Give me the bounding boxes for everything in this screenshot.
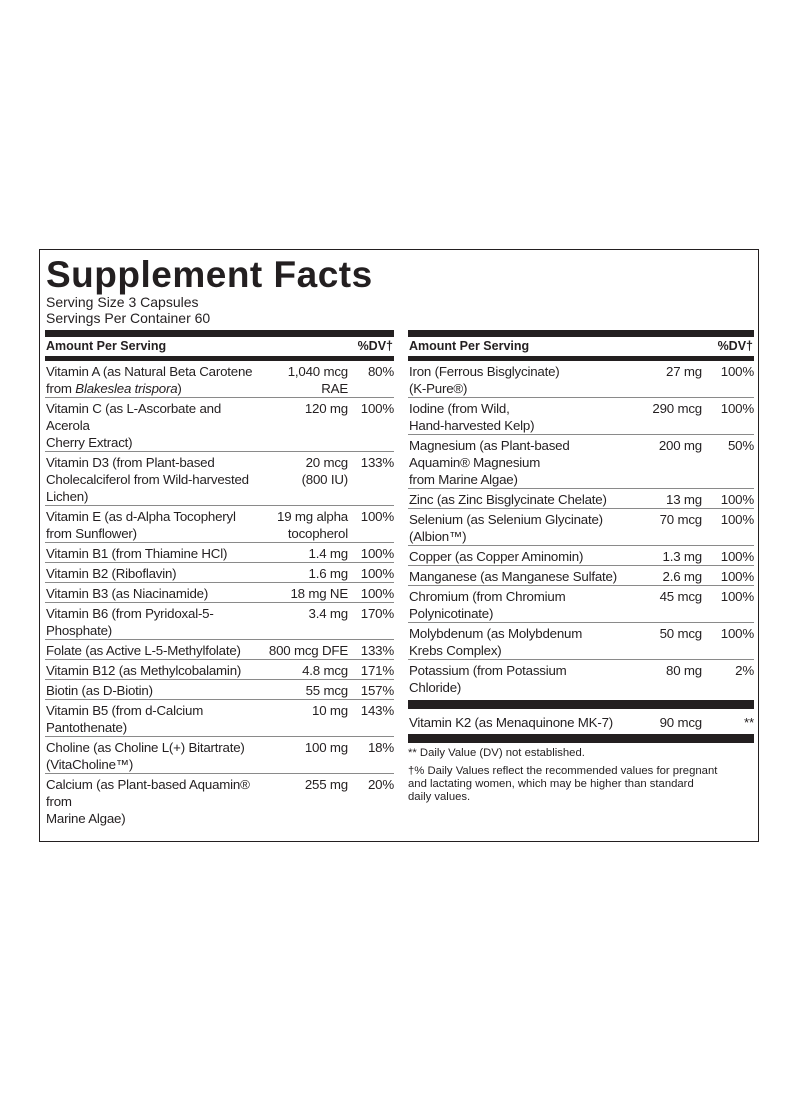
amount-per-serving-label: Amount Per Serving (409, 339, 530, 353)
nutrient-row-vitamin-d3 (45, 452, 394, 506)
nutrient-row-selenium (408, 509, 754, 546)
nutrient-amount: 70 mcg (659, 512, 702, 527)
nutrient-row-vitamin-b6 (45, 603, 394, 640)
dv-label: %DV† (357, 339, 393, 353)
right-nutrient-list (408, 361, 754, 696)
nutrient-row-vitamin-b1 (45, 543, 394, 563)
nutrient-row-potassium (408, 660, 754, 696)
nutrient-name: Potassium (from Potassium Chloride) (409, 663, 567, 695)
nutrient-name: Biotin (as D-Biotin) (46, 683, 153, 698)
nutrient-row-vitamin-b2 (45, 563, 394, 583)
nutrient-dv: 143% (360, 703, 394, 718)
column-header (45, 337, 394, 361)
nutrient-dv: 100% (720, 364, 754, 379)
nutrient-name: Manganese (as Manganese Sulfate) (409, 569, 617, 584)
nutrient-amount: 19 mg alpha tocopherol (277, 509, 348, 541)
nutrient-dv: 100% (720, 401, 754, 416)
nutrient-name: Copper (as Copper Aminomin) (409, 549, 584, 564)
nutrient-dv: 100% (360, 546, 394, 561)
nutrient-row-iron (408, 361, 754, 398)
thick-rule (408, 330, 754, 337)
nutrient-dv: 100% (360, 586, 394, 601)
nutrient-row-vitamin-c (45, 398, 394, 452)
nutrient-name: Vitamin E (as d-Alpha Tocopheryl from Sunflower) (46, 509, 236, 541)
nutrient-row-molybdenum (408, 623, 754, 660)
nutrient-dv: 100% (360, 401, 394, 416)
nutrient-row-biotin (45, 680, 394, 700)
nutrient-dv: 50% (727, 438, 754, 453)
footnote-dv-not-established: ** Daily Value (DV) not established. (408, 747, 585, 759)
nutrient-amount: 1.4 mg (308, 546, 348, 561)
nutrient-row-manganese (408, 566, 754, 586)
nutrient-amount: 2.6 mg (662, 569, 702, 584)
nutrient-row-vitamin-b12 (45, 660, 394, 680)
nutrient-name: Iodine (from Wild, Hand-harvested Kelp) (409, 401, 535, 433)
left-column (45, 330, 394, 827)
nutrient-row-folate (45, 640, 394, 660)
nutrient-amount: 55 mcg (305, 683, 348, 698)
nutrient-name: Magnesium (as Plant-based Aquamin® Magnesium from Marine Algae) (409, 438, 570, 487)
nutrient-row-calcium (45, 774, 394, 827)
nutrient-row-vitamin-a (45, 361, 394, 398)
nutrient-dv: 133% (360, 455, 394, 470)
nutrient-amount: 45 mcg (659, 589, 702, 604)
supplement-facts-panel (39, 249, 759, 842)
nutrient-row-vitamin-k2 (408, 713, 754, 731)
nutrient-dv: 100% (720, 626, 754, 641)
nutrient-name: Vitamin B3 (as Niacinamide) (46, 586, 209, 601)
nutrient-amount: 100 mg (304, 740, 348, 755)
nutrient-row-vitamin-b5 (45, 700, 394, 737)
nutrient-dv: 18% (367, 740, 394, 755)
nutrient-dv: 171% (360, 663, 394, 678)
nutrient-amount: 3.4 mg (308, 606, 348, 621)
nutrient-amount: 27 mg (666, 364, 702, 379)
nutrient-dv: 20% (367, 777, 394, 792)
nutrient-amount: 90 mcg (659, 715, 702, 730)
nutrient-dv: 100% (360, 509, 394, 524)
nutrient-amount: 80 mg (666, 663, 702, 678)
nutrient-row-magnesium (408, 435, 754, 489)
nutrient-row-vitamin-e (45, 506, 394, 543)
nutrient-row-copper (408, 546, 754, 566)
nutrient-amount: 20 mcg (800 IU) (301, 455, 348, 487)
amount-per-serving-label: Amount Per Serving (46, 339, 167, 353)
nutrient-dv: 100% (720, 549, 754, 564)
servings-per-container: Servings Per Container 60 (46, 310, 211, 326)
nutrient-name: Vitamin B12 (as Methylcobalamin) (46, 663, 242, 678)
nutrient-row-zinc (408, 489, 754, 509)
panel-title: Supplement Facts (46, 254, 373, 295)
nutrient-amount: 1,040 mcg RAE (287, 364, 348, 396)
nutrient-row-iodine (408, 398, 754, 435)
column-header (408, 337, 754, 361)
nutrient-amount: 18 mg NE (290, 586, 348, 601)
nutrient-amount: 13 mg (666, 492, 702, 507)
nutrient-dv: 157% (360, 683, 394, 698)
nutrient-row-vitamin-b3 (45, 583, 394, 603)
nutrient-name: Choline (as Choline L(+) Bitartrate) (VitaCholine™) (46, 740, 245, 772)
nutrient-dv: ** (744, 715, 754, 730)
dv-label: %DV† (717, 339, 753, 353)
nutrient-name: Molybdenum (as Molybdenum Krebs Complex) (409, 626, 583, 658)
nutrient-dv: 100% (720, 512, 754, 527)
nutrient-amount: 4.8 mcg (302, 663, 348, 678)
scientific-name: Blakeslea trispora (75, 381, 178, 396)
nutrient-amount: 1.3 mg (662, 549, 702, 564)
section-rule (408, 734, 754, 743)
nutrient-amount: 200 mg (658, 438, 702, 453)
thick-rule (45, 330, 394, 337)
nutrient-amount: 255 mg (304, 777, 348, 792)
nutrient-name: Folate (as Active L-5-Methylfolate) (46, 643, 241, 658)
nutrient-name: Calcium (as Plant-based Aquamin® from Marine Algae) (46, 777, 250, 826)
right-column (408, 330, 754, 804)
nutrient-dv: 80% (367, 364, 394, 379)
nutrient-name: Vitamin B6 (from Pyridoxal-5-Phosphate) (46, 606, 214, 638)
nutrient-row-choline (45, 737, 394, 774)
section-rule (408, 700, 754, 709)
nutrient-name: Selenium (as Selenium Glycinate) (Albion™) (409, 512, 603, 544)
nutrient-name: Vitamin D3 (from Plant-based Cholecalciferol from Wild-harvested Lichen) (46, 455, 249, 504)
nutrient-amount: 50 mcg (659, 626, 702, 641)
nutrient-amount: 120 mg (304, 401, 348, 416)
nutrient-amount: 290 mcg (652, 401, 702, 416)
nutrient-row-chromium (408, 586, 754, 623)
left-nutrient-list (45, 361, 394, 827)
nutrient-dv: 2% (735, 663, 754, 678)
nutrient-name: Vitamin K2 (as Menaquinone MK-7) (409, 715, 613, 730)
serving-size: Serving Size 3 Capsules (46, 294, 199, 310)
nutrient-name: Chromium (from Chromium Polynicotinate) (409, 589, 566, 621)
nutrient-amount: 800 mcg DFE (268, 643, 348, 658)
nutrient-dv: 100% (360, 566, 394, 581)
nutrient-name: Zinc (as Zinc Bisglycinate Chelate) (409, 492, 607, 507)
nutrient-name: Iron (Ferrous Bisglycinate) (K-Pure®) (409, 364, 560, 396)
nutrient-name: Vitamin C (as L-Ascorbate and Acerola Cherry Extract) (46, 401, 222, 450)
nutrient-amount: 1.6 mg (308, 566, 348, 581)
nutrient-dv: 100% (720, 569, 754, 584)
nutrient-name: Vitamin A (as Natural Beta Carotene from Blakeslea trispora) (46, 364, 253, 396)
nutrient-amount: 10 mg (312, 703, 348, 718)
footnote-dv-explanation: †% Daily Values reflect the recommended values for pregnant and lactating women, which may be higher than standard daily values. (408, 765, 718, 803)
nutrient-dv: 170% (360, 606, 394, 621)
nutrient-dv: 100% (720, 492, 754, 507)
nutrient-name: Vitamin B2 (Riboflavin) (46, 566, 177, 581)
nutrient-dv: 133% (360, 643, 394, 658)
nutrient-name: Vitamin B1 (from Thiamine HCl) (46, 546, 228, 561)
nutrient-name: Vitamin B5 (from d-Calcium Pantothenate) (46, 703, 204, 735)
nutrient-dv: 100% (720, 589, 754, 604)
